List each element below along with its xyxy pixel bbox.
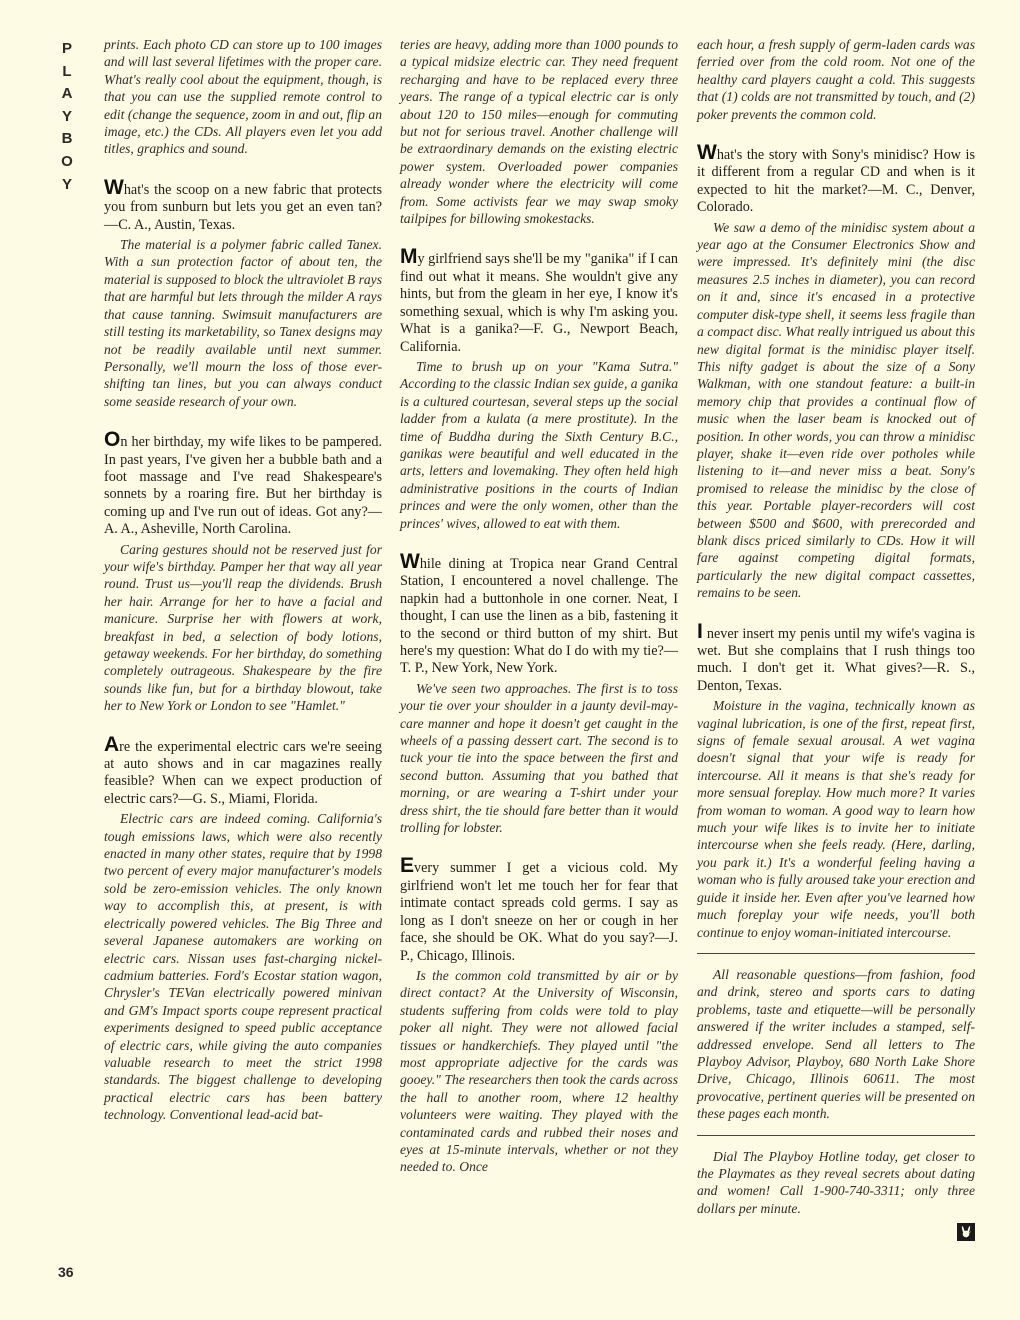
answer: Time to brush up on your "Kama Sutra." According to the classic Indian sex guide, a ganika is a cultured courtesan, several steps up the social ladder from a kulata (a mere prostitute). In the time of Buddha during the Sixth Century B.C., ganikas were beautiful and well educated in the arts, letters and lovemaking. They often held high administrative positions in the courts of Indian princes and were the only women, other than the princes' wives, allowed to eat with them. [400,358,678,531]
answer: The material is a polymer fabric called Tanex. With a sun protection factor of about ten, the material is supposed to block the ultraviolet B rays that are harmful but lets through the milder A rays that cause tanning. Swimsuit manufacturers are still testing its marketability, so Tanex designs may not be readily available until next summer. Personally, we'll mourn the loss of those ever-shifting tan lines, but you can always conduct some seaside research of your own. [104,237,382,409]
drop-cap: A [104,732,120,756]
masthead-letter: A [61,85,73,103]
rabbit-head-logo-icon [697,1223,975,1246]
masthead-letter: Y [61,107,72,125]
question: Are the experimental electric cars we're seeing at auto shows and in car magazines really feasible? When can we expect production of electric cars?—G. S., Miami, Florida. [104,732,382,807]
drop-cap: O [104,428,121,452]
question: My girlfriend says she'll be my "ganika" if I can find out what it means. She wouldn't give any hints, but from the gleam in her eye, I know it's something sexual, which is why I'm asking you. What is a ganika?—F. G., Newport Beach, California. [400,245,678,355]
question: I never insert my penis until my wife's vagina is wet. But she complains that I rush things too much. I don't get it. What gives?—R. S., Denton, Texas. [697,619,975,694]
answer: Is the common cold transmitted by air or by direct contact? At the University of Wisconsin, students suffering from colds were told to play poker all night. They were not allowed facial tissues or handkerchiefs. They played until "the most appropriate adjective for the cards was gooey." The researchers then took the cards across the hall to another room, where 12 healthy volunteers were waiting. They played with the contaminated cards and rubbed their noses and eyes at 15-minute intervals, whether or not they needed to. Once [400,967,678,1175]
question: What's the scoop on a new fabric that protects you from sunburn but lets you get an even tan?—C. A., Austin, Texas. [104,175,382,233]
qa-electric-cars [104,732,382,1124]
answer: We've seen two approaches. The first is to toss your tie over your shoulder in a jaunty devil-may-care manner and hope it doesn't get caught in the wheels of a passing dessert cart. The second is to tuck your tie into the space between the first and second button. Assuming that you bathed that morning, or are wearing a T-shirt under your dress shirt, the tie should fare better than it would trolling for lobster. [400,680,678,836]
drop-cap: W [697,141,717,165]
drop-cap: M [400,245,418,269]
drop-cap: W [104,175,124,199]
answer: Caring gestures should not be reserved just for your wife's birthday. Pamper her that way all year round. Trust us—you'll reap the dividends. Brush her hair. Arrange for her to have a facial and manicure. Surprise her with flowers at work, breakfast in bed, a selection of body lotions, getaway weekends. For her birthday, do something completely outrageous. Shakespeare by the fire sounds like fun, but for a birthday blowout, take her to New York or London to see "Hamlet." [104,541,382,714]
question: What's the story with Sony's minidisc? How is it different from a regular CD and when is it expected to hit the market?—M. C., Denver, Colorado. [697,141,975,216]
masthead-letter: B [61,130,73,148]
qa-tanning-fabric [104,175,382,410]
masthead-letter: O [61,152,73,170]
divider [697,1135,975,1136]
column-3 [697,36,975,1246]
answer: Electric cars are indeed coming. California's tough emissions laws, which were also recently enacted in many other states, require that by 1998 two percent of every major manufacturer's models sold be zero-emission vehicles. The only known way to accomplish this, at present, is with electrically powered vehicles. The Big Three and several Japanese automakers are working on electric cars. Nissan uses fast-charging nickel-cadmium batteries. Ford's Ecostar station wagon, Chrysler's TEVan electrically powered minivan and GM's Impact sports coupe represent practical experiments designed to speed public acceptance of electric cars, while giving the auto companies valuable research to meet the strict 1998 standards. The biggest challenge to developing practical electric cars has been battery technology. Conventional lead-acid bat- [104,811,382,1123]
question: On her birthday, my wife likes to be pampered. In past years, I've given her a bubble bath and a foot massage and I've read Shakespeare's sonnets by a roaring fire. But her birthday is coming up and I've run out of ideas. Got any?—A. A., Asheville, North Carolina. [104,428,382,538]
answer-continued: prints. Each photo CD can store up to 100 images and will last several lifetimes with the proper care. What's really cool about the equipment, though, is that you can use the supplied remote control to edit (change the sequence, zoom in and out, flip an image, etc.) the CDs. All players even let you add titles, graphics and sound. [104,37,382,157]
column-2 [400,36,678,1176]
question: Every summer I get a vicious cold. My girlfriend won't let me touch her for fear that intimate contact spreads cold germs. I say as long as I don't sneeze on her or cough in her face, she should be OK. What do you say?—J. P., Chicago, Illinois. [400,854,678,964]
qa-ganika [400,245,678,532]
qa-minidisc [697,141,975,602]
answer: Moisture in the vagina, technically known as vaginal lubrication, is one of the first, repeat first, signs of female sexual arousal. A wet vagina doesn't signal that your wife is ready for intercourse. All it means is that she's ready for more sensual foreplay. How much more? It varies from woman to woman. A good way to learn how much your wife likes is to invite her to initiate intercourse when she feels ready. (Here, darling, you park it.) It's a wonderful feeling having a woman who is fully aroused take your erection and guide it inside her. Even after you've learned how much foreplay your wife needs, you'll both continue to enjoy woman-initiated intercourse. [697,698,975,940]
masthead-letter: P [61,40,72,57]
masthead-letter: L [62,62,72,80]
question: While dining at Tropica near Grand Central Station, I encountered a novel challenge. The napkin had a buttonhole in one corner. Neat, I thought, I can use the linen as a bib, fastening it to the second or third button of my shirt. But here's my question: What do I do with my tie?—T. P., New York, New York. [400,549,678,677]
column-1 [104,36,382,1124]
drop-cap: E [400,854,415,878]
page-number: 36 [58,1264,74,1280]
qa-birthday [104,428,382,715]
answer-continued: teries are heavy, adding more than 1000 pounds to a typical midsize electric car. They need frequent recharging and have to be replaced every three years. The range of a typical electric car is only about 120 to 150 miles—enough for commuting but not for serious travel. Another challenge will be extraordinary demands on the existing electric power system. Overloaded power companies already wonder where the electricity will come from. Some activists fear we may swap smoky tailpipes for billowing smokestacks. [400,37,678,227]
qa-summer-cold [400,854,678,1175]
divider [697,953,975,954]
masthead-letter: Y [61,175,72,193]
qa-foreplay [697,619,975,941]
drop-cap: I [697,619,703,643]
qa-napkin-tie [400,549,678,837]
hotline-note: Dial The Playboy Hotline today, get closer to the Playmates as they reveal secrets about dating and women! Call 1-900-740-3311; only three dollars per minute. [697,1148,975,1216]
rabbit-head-logo-icon [957,1223,975,1241]
drop-cap: W [400,549,420,573]
answer: We saw a demo of the minidisc system about a year ago at the Consumer Electronics Show and were impressed. It's definitely mini (the disc measures 2.5 inches in diameter), you can record on it and, since it's encased in a protective computer disk-type shell, it seems less fragile than a compact disc. What really intrigued us about this new digital format is the minidisc player itself. This nifty gadget is about the size of a Sony Walkman, with one standout feature: a built-in memory chip that provides a continual flow of music when the laser beam is knocked out of position. In other words, you can throw a minidisc player, shake it—even ride over potholes while listening to it—and never miss a beat. Sony's promised to release the minidisc by the close of this year. Portable player-recorders will cost between $500 and $600, with prerecorded and blank discs priced similarly to CDs. How it will fare against competing digital formats, particularly the new digital compact cassettes, remains to be seen. [697,219,975,601]
submission-note: All reasonable questions—from fashion, food and drink, stereo and sports cars to dating problems, taste and etiquette—will be personally answered if the writer includes a stamped, self-addressed envelope. Send all letters to The Playboy Advisor, Playboy, 680 North Lake Shore Drive, Chicago, Illinois 60611. The most provocative, pertinent queries will be presented on these pages each month. [697,966,975,1122]
answer-continued: each hour, a fresh supply of germ-laden cards was ferried over from the cold room. Not one of the healthy card players caught a cold. This suggests that (1) colds are not transmitted by touch, and (2) poker prevents the common cold. [697,37,975,122]
masthead-vertical [54,38,80,196]
